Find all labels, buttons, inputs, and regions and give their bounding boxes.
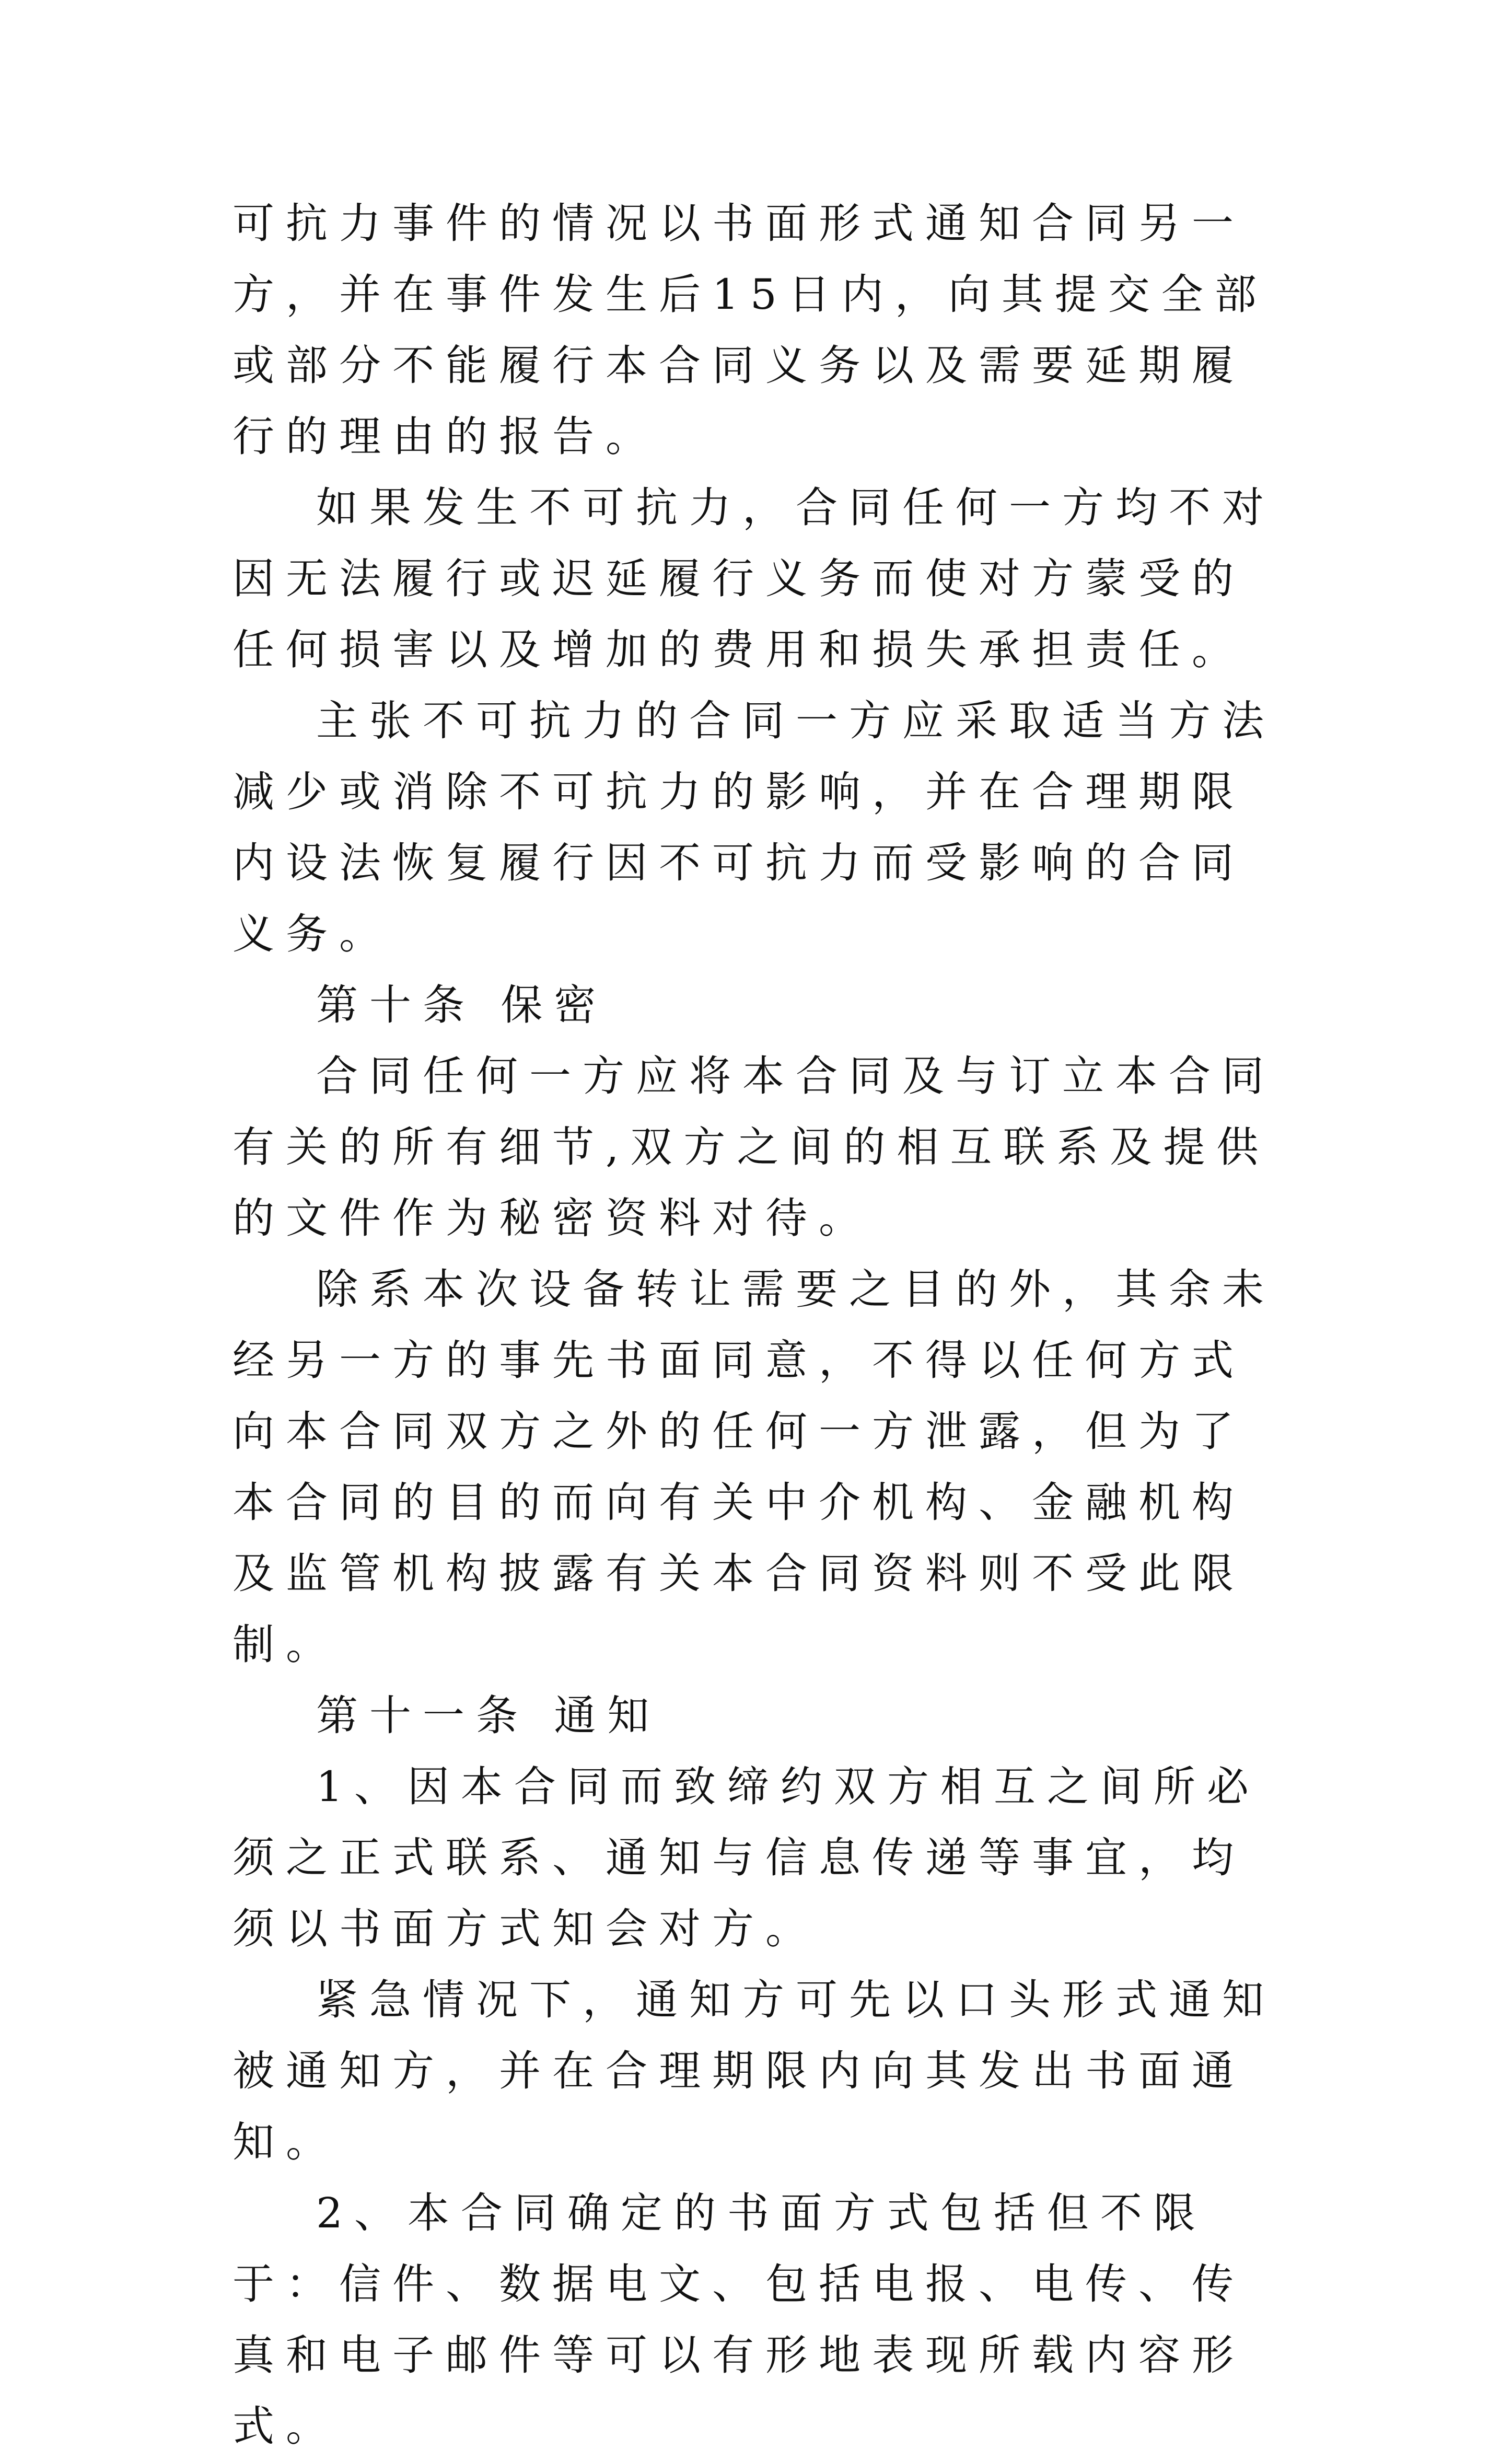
document-body [232,188,1288,2462]
paragraph-confidentiality-scope: 合同任何一方应将本合同及与订立本合同有关的所有细节,双方之间的相互联系及提供的文件作为秘密资料对待。 [232,1052,1275,1242]
section-heading-notice: 第十一条 通知 [316,1691,661,1740]
section-heading-confidentiality: 第十条 保密 [316,981,608,1029]
paragraph-notice-written-forms: 2、本合同确定的书面方式包括但不限于：信件、数据电文、包括电报、电传、传真和电子邮件等可以有形地表现所载内容形式。 [232,2189,1245,2451]
paragraph-force-majeure-mitigation: 主张不可抗力的合同一方应采取适当方法减少或消除不可抗力的影响，并在合理期限内设法恢复履行因不可抗力而受影响的合同义务。 [232,696,1275,958]
paragraph-notice-emergency: 紧急情况下，通知方可先以口头形式通知被通知方，并在合理期限内向其发出书面通知。 [232,1976,1275,2166]
paragraph-force-majeure-liability: 如果发生不可抗力，合同任何一方均不对因无法履行或迟延履行义务而使对方蒙受的任何损害以及增加的费用和损失承担责任。 [232,483,1275,674]
paragraph-notice-written: 1、因本合同而致缔约双方相互之间所必须之正式联系、通知与信息传递等事宜，均须以书面方式知会对方。 [232,1762,1260,1953]
paragraph-confidentiality-disclosure: 除系本次设备转让需要之目的外，其余未经另一方的事先书面同意，不得以任何方式向本合同双方之外的任何一方泄露，但为了本合同的目的而向有关中介机构、金融机构及监管机构披露有关本合同资料则不受此限制。 [232,1265,1275,1669]
paragraph-force-majeure-notice: 可抗力事件的情况以书面形式通知合同另一方，并在事件发生后15日内，向其提交全部或部分不能履行本合同义务以及需要延期履行的理由的报告。 [232,199,1268,461]
